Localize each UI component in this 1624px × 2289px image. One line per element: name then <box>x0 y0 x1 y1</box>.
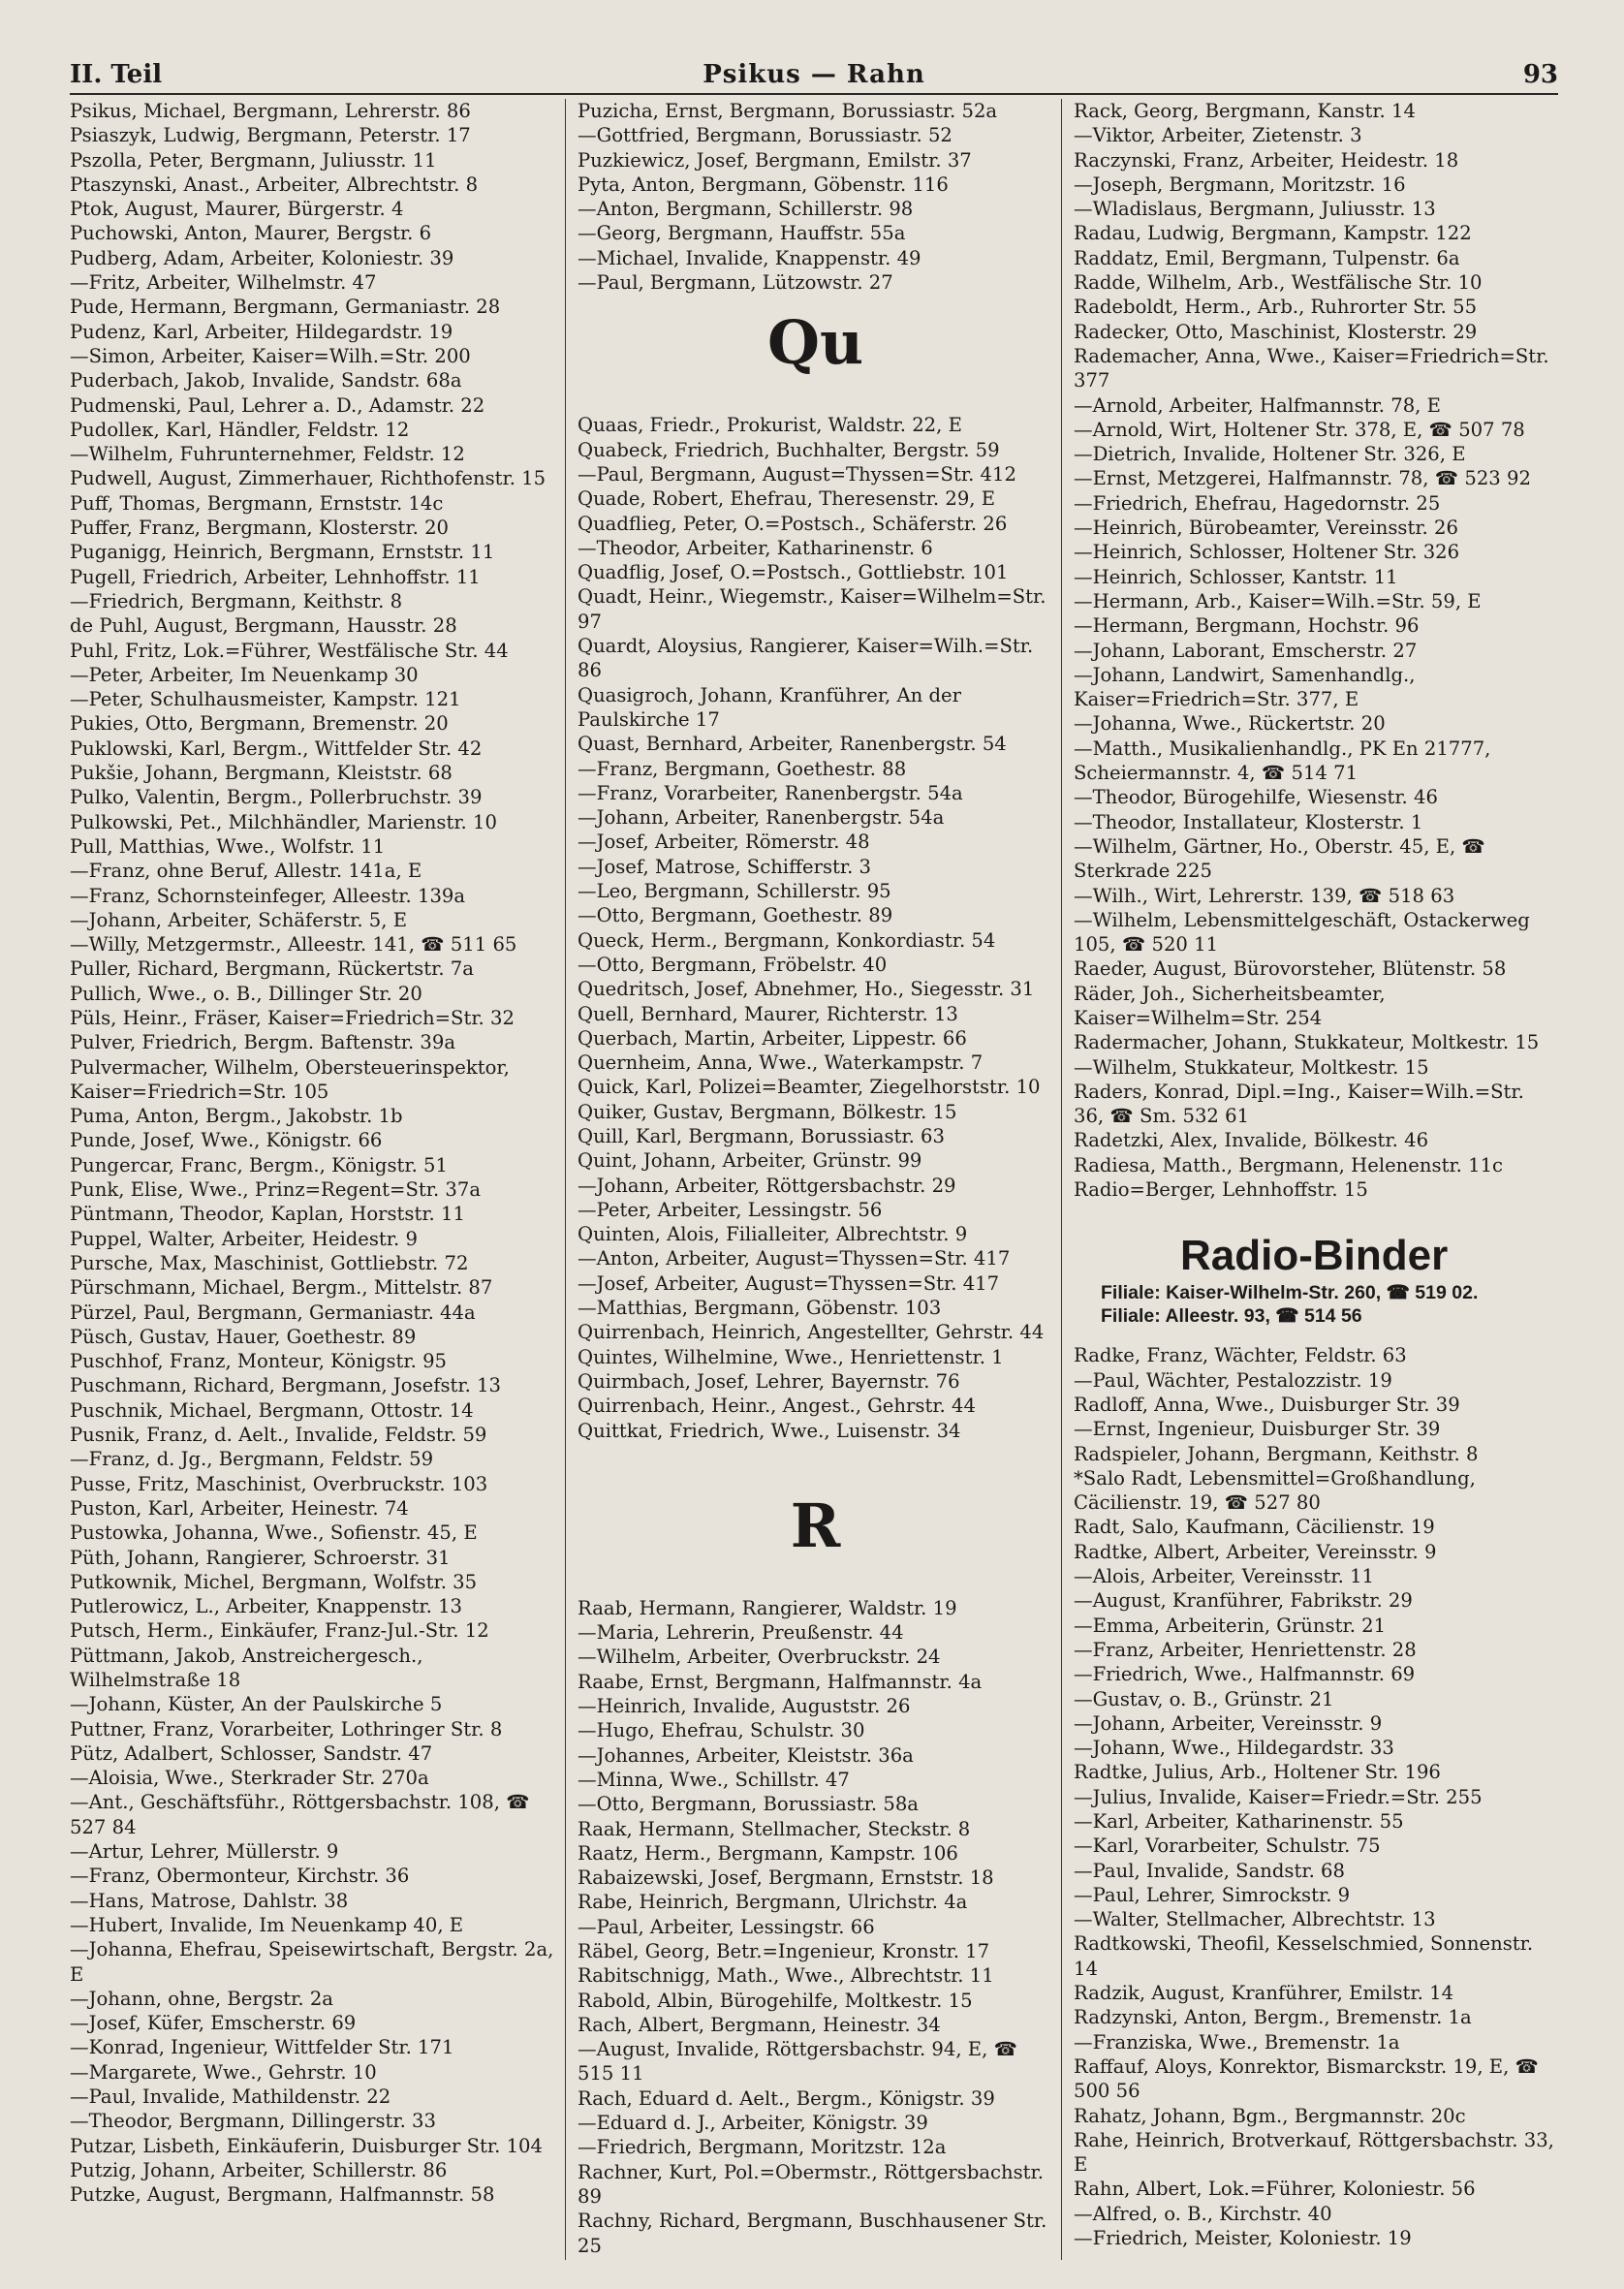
directory-entry: —Otto, Bergmann, Borussiastr. 58a <box>578 1793 919 1816</box>
directory-entry: Quirrenbach, Heinr., Angest., Gehrstr. 44 <box>578 1395 976 1418</box>
directory-entry: Pulko, Valentin, Bergm., Pollerbruchstr. 39 <box>70 786 483 809</box>
directory-entry: —Ernst, Metzgerei, Halfmannstr. 78, ☎ 523 92 <box>1074 467 1531 490</box>
directory-entry: —Minna, Wwe., Schillstr. 47 <box>578 1768 850 1791</box>
directory-entry: —Heinrich, Invalide, Auguststr. 26 <box>578 1695 911 1718</box>
directory-entry: Radermacher, Johann, Stukkateur, Moltkestr. 15 <box>1074 1031 1540 1054</box>
directory-entry: Pukšie, Johann, Bergmann, Kleiststr. 68 <box>70 762 453 785</box>
directory-entry: —Fritz, Arbeiter, Wilhelmstr. 47 <box>70 271 377 295</box>
directory-entry: —Johann, Landwirt, Samenhandlg., Kaiser=Friedrich=Str. 377, E <box>1074 663 1416 711</box>
directory-entry: Puller, Richard, Bergmann, Rückertstr. 7a <box>70 957 474 981</box>
directory-entry: Raak, Hermann, Stellmacher, Steckstr. 8 <box>578 1817 971 1840</box>
directory-entry: Pütz, Adalbert, Schlosser, Sandstr. 47 <box>70 1741 433 1765</box>
entry-list-qu <box>578 413 1053 1442</box>
directory-entry: Püls, Heinr., Fräser, Kaiser=Friedrich=Str. 32 <box>70 1006 515 1029</box>
directory-entry: Radeboldt, Herm., Arb., Ruhrorter Str. 55 <box>1074 296 1478 319</box>
section-label: II. Teil <box>70 60 163 89</box>
directory-entry: Radio=Berger, Lehnhoffstr. 15 <box>1074 1178 1368 1202</box>
directory-entry: —Franz, ohne Beruf, Allestr. 141a, E <box>70 860 422 883</box>
directory-entry: —Johannes, Arbeiter, Kleiststr. 36a <box>578 1743 914 1767</box>
directory-entry: Püth, Johann, Rangierer, Schroerstr. 31 <box>70 1546 451 1569</box>
directory-entry: —Theodor, Bürogehilfe, Wiesenstr. 46 <box>1074 786 1438 809</box>
directory-entry: —Wilhelm, Stukkateur, Moltkestr. 15 <box>1074 1055 1429 1079</box>
directory-entry: Quernheim, Anna, Wwe., Waterkampstr. 7 <box>578 1051 984 1075</box>
directory-entry: —Alfred, o. B., Kirchstr. 40 <box>1074 2202 1332 2225</box>
directory-entry: Rachny, Richard, Bergmann, Buschhausener Str. 25 <box>578 2210 1047 2257</box>
directory-entry: Radt, Salo, Kaufmann, Cäcilienstr. 19 <box>1074 1516 1435 1539</box>
directory-entry: —Margarete, Wwe., Gehrstr. 10 <box>70 2060 377 2084</box>
directory-entry: Punde, Josef, Wwe., Königstr. 66 <box>70 1129 383 1152</box>
directory-entry: Quasigroch, Johann, Kranführer, An der Paulskirche 17 <box>578 683 962 731</box>
directory-entry: Pszolla, Peter, Bergmann, Juliusstr. 11 <box>70 148 437 172</box>
directory-entry: Pull, Matthias, Wwe., Wolfstr. 11 <box>70 834 386 858</box>
directory-entry: Raab, Hermann, Rangierer, Waldstr. 19 <box>578 1596 957 1619</box>
directory-entry: Puffer, Franz, Bergmann, Klosterstr. 20 <box>70 517 450 540</box>
directory-entry: Rabitschnigg, Math., Wwe., Albrechtstr. 11 <box>578 1964 994 1988</box>
directory-entry: Radde, Wilhelm, Arb., Westfälische Str. 10 <box>1074 271 1483 295</box>
directory-entry: Radloff, Anna, Wwe., Duisburger Str. 39 <box>1074 1393 1460 1416</box>
directory-entry: Raczynski, Franz, Arbeiter, Heidestr. 18 <box>1074 148 1459 172</box>
directory-entry: Radau, Ludwig, Bergmann, Kampstr. 122 <box>1074 222 1472 245</box>
directory-entry: —Alois, Arbeiter, Vereinsstr. 11 <box>1074 1565 1375 1588</box>
directory-entry: Puttner, Franz, Vorarbeiter, Lothringer Str. 8 <box>70 1717 503 1740</box>
entry-list-puz-pyta <box>578 99 1053 295</box>
directory-entry: —Dietrich, Invalide, Holtener Str. 326, E <box>1074 443 1466 466</box>
directory-entry: Radecker, Otto, Maschinist, Klosterstr. 29 <box>1074 320 1478 343</box>
directory-entry: —Konrad, Ingenieur, Wittfelder Str. 171 <box>70 2036 454 2059</box>
directory-entry: Pulkowski, Pet., Milchhändler, Marienstr. 10 <box>70 810 497 833</box>
directory-entry: —Hans, Matrose, Dahlstr. 38 <box>70 1889 349 1912</box>
directory-entry: Quick, Karl, Polizei=Beamter, Ziegelhorststr. 10 <box>578 1076 1041 1099</box>
directory-entry: Puchowski, Anton, Maurer, Bergstr. 6 <box>70 222 432 245</box>
directory-entry: —Paul, Bergmann, Lützowstr. 27 <box>578 271 893 295</box>
directory-entry: Quiker, Gustav, Bergmann, Bölkestr. 15 <box>578 1100 957 1123</box>
directory-entry: —Paul, Invalide, Sandstr. 68 <box>1074 1859 1345 1882</box>
directory-entry: —Wladislaus, Bergmann, Juliusstr. 13 <box>1074 198 1436 221</box>
directory-entry: —Johann, Arbeiter, Vereinsstr. 9 <box>1074 1711 1383 1735</box>
directory-entry: Puderbach, Jakob, Invalide, Sandstr. 68a <box>70 369 462 392</box>
directory-entry: —Franz, Schornsteinfeger, Alleestr. 139a <box>70 884 466 907</box>
directory-entry: Quardt, Aloysius, Rangierer, Kaiser=Wilh.=Str. 86 <box>578 635 1034 682</box>
directory-entry: Pudberg, Adam, Arbeiter, Koloniestr. 39 <box>70 246 454 269</box>
directory-entry: Putzig, Johann, Arbeiter, Schillerstr. 86 <box>70 2158 448 2181</box>
directory-entry: Pullich, Wwe., o. B., Dillinger Str. 20 <box>70 982 422 1005</box>
ad-branch-2: Filiale: Alleestr. 93, ☎ 514 56 <box>1101 1305 1362 1328</box>
directory-entry: Queck, Herm., Bergmann, Konkordiastr. 54 <box>578 928 996 952</box>
directory-entry: —Otto, Bergmann, Fröbelstr. 40 <box>578 953 888 976</box>
directory-entry: Pudolleк, Karl, Händler, Feldstr. 12 <box>70 418 410 441</box>
directory-entry: Quirrenbach, Heinrich, Angestellter, Gehrstr. 44 <box>578 1321 1045 1344</box>
directory-entry: —August, Invalide, Röttgersbachstr. 94, E, ☎ 515 11 <box>578 2038 1017 2085</box>
directory-entry: —Johann, Arbeiter, Röttgersbachstr. 29 <box>578 1174 956 1197</box>
directory-entry: —Hubert, Invalide, Im Neuenkamp 40, E <box>70 1913 464 1936</box>
directory-entry: —Anton, Arbeiter, August=Thyssen=Str. 417 <box>578 1247 1011 1270</box>
directory-entry: —Gottfried, Bergmann, Borussiastr. 52 <box>578 124 953 147</box>
directory-entry: Quadflieg, Peter, O.=Postsch., Schäferstr. 26 <box>578 512 1008 535</box>
directory-entry: —Ant., Geschäftsführ., Röttgersbachstr. 108, ☎ 527 84 <box>70 1791 530 1838</box>
directory-entry: Pusse, Fritz, Maschinist, Overbruckstr. 103 <box>70 1472 488 1495</box>
directory-entry: —Franz, Bergmann, Goethestr. 88 <box>578 757 907 780</box>
page-number: 93 <box>1522 60 1558 89</box>
directory-entry: Pursche, Max, Maschinist, Gottliebstr. 72 <box>70 1251 469 1274</box>
directory-entry: Pusnik, Franz, d. Aelt., Invalide, Feldstr. 59 <box>70 1424 487 1447</box>
directory-entry: Rabaizewski, Josef, Bergmann, Ernststr. 18 <box>578 1866 994 1890</box>
directory-entry: —Johanna, Wwe., Rückertstr. 20 <box>1074 712 1386 736</box>
directory-entry: Puschhof, Franz, Monteur, Königstr. 95 <box>70 1350 448 1373</box>
directory-entry: Puklowski, Karl, Bergm., Wittfelder Str. 42 <box>70 737 483 760</box>
directory-entry: Puzicha, Ernst, Bergmann, Borussiastr. 52a <box>578 100 998 122</box>
directory-entry: Quadt, Heinr., Wiegemstr., Kaiser=Wilhelm=Str. 97 <box>578 585 1046 633</box>
directory-entry: Quast, Bernhard, Arbeiter, Ranenbergstr. 54 <box>578 733 1007 756</box>
directory-entry: Punk, Elise, Wwe., Prinz=Regent=Str. 37a <box>70 1178 482 1202</box>
directory-entry: Quittkat, Friedrich, Wwe., Luisenstr. 34 <box>578 1419 961 1442</box>
directory-entry: Rahn, Albert, Lok.=Führer, Koloniestr. 56 <box>1074 2178 1476 2201</box>
directory-entry: Puston, Karl, Arbeiter, Heinestr. 74 <box>70 1496 409 1520</box>
directory-entry: Quadflig, Josef, O.=Postsch., Gottliebstr. 101 <box>578 561 1009 584</box>
directory-entry: Radke, Franz, Wächter, Feldstr. 63 <box>1074 1344 1407 1367</box>
directory-entry: Radspieler, Johann, Bergmann, Keithstr. 8 <box>1074 1442 1479 1465</box>
directory-entry: —Johann, Wwe., Hildegardstr. 33 <box>1074 1737 1394 1760</box>
letter-heading-qu: Qu <box>766 307 864 379</box>
directory-entry: Radtke, Albert, Arbeiter, Vereinsstr. 9 <box>1074 1540 1437 1563</box>
directory-entry: Puzkiewicz, Josef, Bergmann, Emilstr. 37 <box>578 148 972 172</box>
directory-entry: Pudenz, Karl, Arbeiter, Hildegardstr. 19 <box>70 320 453 343</box>
directory-entry: Quirmbach, Josef, Lehrer, Bayernstr. 76 <box>578 1369 960 1393</box>
directory-entry: —Matth., Musikalienhandlg., PK En 21777, Scheiermannstr. 4, ☎ 514 71 <box>1074 737 1491 785</box>
column-3 <box>1062 99 1558 2260</box>
directory-entry: —Emma, Arbeiterin, Grünstr. 21 <box>1074 1614 1387 1637</box>
directory-entry: Rach, Albert, Bergmann, Heinestr. 34 <box>578 2013 941 2036</box>
directory-entry: Raddatz, Emil, Bergmann, Tulpenstr. 6a <box>1074 246 1460 269</box>
directory-entry: Püntmann, Theodor, Kaplan, Horststr. 11 <box>70 1203 465 1226</box>
directory-entry: Raabe, Ernst, Bergmann, Halfmannstr. 4a <box>578 1670 983 1693</box>
directory-entry: Quinten, Alois, Filialleiter, Albrechtstr. 9 <box>578 1223 968 1246</box>
directory-entry: Quabeck, Friedrich, Buchhalter, Bergstr. 59 <box>578 438 1000 461</box>
directory-entry: Ptok, August, Maurer, Bürgerstr. 4 <box>70 198 404 221</box>
directory-entry: —Friedrich, Bergmann, Moritzstr. 12a <box>578 2136 947 2159</box>
directory-entry: Quint, Johann, Arbeiter, Grünstr. 99 <box>578 1149 922 1173</box>
directory-entry: —Joseph, Bergmann, Moritzstr. 16 <box>1074 172 1406 196</box>
directory-entry: —Hermann, Bergmann, Hochstr. 96 <box>1074 614 1420 638</box>
directory-entry: —Viktor, Arbeiter, Zietenstr. 3 <box>1074 124 1362 147</box>
directory-entry: Rademacher, Anna, Wwe., Kaiser=Friedrich=Str. 377 <box>1074 344 1549 392</box>
directory-entry: Pulver, Friedrich, Bergm. Baftenstr. 39a <box>70 1031 456 1054</box>
directory-entry: Raatz, Herm., Bergmann, Kampstr. 106 <box>578 1841 958 1865</box>
directory-entry: —Hugo, Ehefrau, Schulstr. 30 <box>578 1719 865 1742</box>
directory-entry: —Anton, Bergmann, Schillerstr. 98 <box>578 198 914 221</box>
directory-entry: Putzar, Lisbeth, Einkäuferin, Duisburger Str. 104 <box>70 2134 543 2157</box>
advertisement-radio-binder <box>1074 1231 1558 1328</box>
directory-entry: —Peter, Arbeiter, Lessingstr. 56 <box>578 1198 883 1221</box>
directory-entry: —Johann, Küster, An der Paulskirche 5 <box>70 1693 443 1716</box>
directory-entry: Pude, Hermann, Bergmann, Germaniastr. 28 <box>70 296 501 319</box>
directory-entry: Raffauf, Aloys, Konrektor, Bismarckstr. 19, E, ☎ 500 56 <box>1074 2054 1539 2103</box>
directory-entry: Raeder, August, Bürovorsteher, Blütenstr. 58 <box>1074 957 1507 981</box>
directory-entry: Räder, Joh., Sicherheitsbeamter, Kaiser=Wilhelm=Str. 254 <box>1074 982 1386 1029</box>
directory-entry: Pürschmann, Michael, Bergm., Mittelstr. 87 <box>70 1276 493 1300</box>
directory-entry: —Heinrich, Schlosser, Kantstr. 11 <box>1074 565 1398 588</box>
directory-entry: Radzik, August, Kranführer, Emilstr. 14 <box>1074 1982 1454 2005</box>
directory-entry: —Josef, Matrose, Schifferstr. 3 <box>578 855 872 878</box>
directory-entry: Puschnik, Michael, Bergmann, Ottostr. 14 <box>70 1398 474 1422</box>
directory-entry: —Simon, Arbeiter, Kaiser=Wilh.=Str. 200 <box>70 344 471 367</box>
directory-entry: —Franz, Vorarbeiter, Ranenbergstr. 54a <box>578 781 963 804</box>
directory-entry: Pungercar, Franc, Bergm., Königstr. 51 <box>70 1153 448 1176</box>
directory-entry: —Johann, Laborant, Emscherstr. 27 <box>1074 639 1418 662</box>
directory-entry: Pulvermacher, Wilhelm, Obersteuerinspektor, Kaiser=Friedrich=Str. 105 <box>70 1055 510 1103</box>
directory-entry: Puma, Anton, Bergm., Jakobstr. 1b <box>70 1105 403 1128</box>
directory-entry: —Friedrich, Bergmann, Keithstr. 8 <box>70 589 403 612</box>
directory-entry: —Friedrich, Meister, Koloniestr. 19 <box>1074 2227 1412 2250</box>
directory-entry: —Hermann, Arb., Kaiser=Wilh.=Str. 59, E <box>1074 589 1482 612</box>
directory-entry: Radtke, Julius, Arb., Holtener Str. 196 <box>1074 1761 1441 1784</box>
directory-entry: Quill, Karl, Bergmann, Borussiastr. 63 <box>578 1124 945 1147</box>
directory-entry: —Heinrich, Schlosser, Holtener Str. 326 <box>1074 541 1460 564</box>
ad-branch-1: Filiale: Kaiser-Wilhelm-Str. 260, ☎ 519 02. <box>1101 1282 1479 1304</box>
directory-entry: Radtkowski, Theofil, Kesselschmied, Sonnenstr. 14 <box>1074 1932 1534 1980</box>
directory-entry: Puganigg, Heinrich, Bergmann, Ernststr. 11 <box>70 541 495 564</box>
columns <box>70 99 1558 2260</box>
directory-entry: Quell, Bernhard, Maurer, Richterstr. 13 <box>578 1002 958 1025</box>
directory-entry: Pugell, Friedrich, Arbeiter, Lehnhoffstr. 11 <box>70 565 481 588</box>
directory-entry: Räbel, Georg, Betr.=Ingenieur, Kronstr. 17 <box>578 1940 990 1962</box>
directory-entry: —Johanna, Ehefrau, Speisewirtschaft, Bergstr. 2a, E <box>70 1938 554 1986</box>
directory-entry: —Friedrich, Ehefrau, Hagedornstr. 25 <box>1074 491 1441 515</box>
directory-entry: —Theodor, Arbeiter, Katharinenstr. 6 <box>578 536 933 559</box>
directory-entry: —Julius, Invalide, Kaiser=Friedr.=Str. 255 <box>1074 1785 1483 1808</box>
directory-entry: Psiaszyk, Ludwig, Bergmann, Peterstr. 17 <box>70 124 471 147</box>
directory-entry: —Peter, Schulhausmeister, Kampstr. 121 <box>70 688 461 711</box>
directory-entry: —Wilhelm, Arbeiter, Overbruckstr. 24 <box>578 1646 941 1669</box>
directory-entry: Querbach, Martin, Arbeiter, Lippestr. 66 <box>578 1026 967 1050</box>
directory-entry: Putkownik, Michel, Bergmann, Wolfstr. 35 <box>70 1570 478 1593</box>
directory-entry: —Wilh., Wirt, Lehrerstr. 139, ☎ 518 63 <box>1074 884 1455 907</box>
directory-entry: Pyta, Anton, Bergmann, Göbenstr. 116 <box>578 172 949 196</box>
directory-entry: Psikus, Michael, Bergmann, Lehrerstr. 86 <box>70 100 471 122</box>
entry-list-rack-radio <box>1074 99 1558 1202</box>
directory-entry: —Aloisia, Wwe., Sterkrader Str. 270a <box>70 1767 429 1790</box>
directory-entry: —Johann, ohne, Bergstr. 2a <box>70 1987 333 2010</box>
directory-entry: —Johann, Arbeiter, Schäferstr. 5, E <box>70 908 408 931</box>
directory-entry: —Karl, Vorarbeiter, Schulstr. 75 <box>1074 1834 1381 1858</box>
directory-entry: —Michael, Invalide, Knappenstr. 49 <box>578 246 921 269</box>
directory-entry: —Willy, Metzgermstr., Alleestr. 141, ☎ 511 65 <box>70 933 517 956</box>
directory-entry: —Franz, Arbeiter, Henriettenstr. 28 <box>1074 1638 1417 1661</box>
directory-entry: —Paul, Invalide, Mathildenstr. 22 <box>70 2085 391 2109</box>
directory-entry: Ptaszynski, Anast., Arbeiter, Albrechtstr. 8 <box>70 172 479 196</box>
letter-heading-r: R <box>790 1489 841 1561</box>
entry-list-ra <box>578 1596 1053 2258</box>
directory-entry: —Maria, Lehrerin, Preußenstr. 44 <box>578 1621 904 1645</box>
directory-entry: Radiesa, Matth., Bergmann, Helenenstr. 11c <box>1074 1153 1504 1176</box>
directory-entry: Rabe, Heinrich, Bergmann, Ulrichstr. 4a <box>578 1891 968 1914</box>
column-1 <box>70 99 566 2260</box>
directory-entry: —August, Kranführer, Fabrikstr. 29 <box>1074 1589 1413 1613</box>
directory-entry: —Theodor, Bergmann, Dillingerstr. 33 <box>70 2110 436 2133</box>
directory-entry: Rack, Georg, Bergmann, Kanstr. 14 <box>1074 100 1416 122</box>
directory-entry: —Leo, Bergmann, Schillerstr. 95 <box>578 880 891 903</box>
directory-entry: —Heinrich, Bürobeamter, Vereinsstr. 26 <box>1074 517 1458 540</box>
directory-entry: Radetzki, Alex, Invalide, Bölkestr. 46 <box>1074 1129 1429 1152</box>
directory-entry: —Paul, Bergmann, August=Thyssen=Str. 412 <box>578 462 1016 486</box>
directory-entry: —Karl, Arbeiter, Katharinenstr. 55 <box>1074 1810 1404 1833</box>
directory-entry: —Theodor, Installateur, Klosterstr. 1 <box>1074 810 1423 833</box>
directory-entry: Quedritsch, Josef, Abnehmer, Ho., Siegesstr. 31 <box>578 978 1035 1001</box>
directory-entry: Puschmann, Richard, Bergmann, Josefstr. 13 <box>70 1374 502 1397</box>
directory-entry: Quaas, Friedr., Prokurist, Waldstr. 22, E <box>578 414 962 437</box>
directory-entry: —Paul, Wächter, Pestalozzistr. 19 <box>1074 1368 1392 1392</box>
directory-entry: —Otto, Bergmann, Goethestr. 89 <box>578 904 893 927</box>
directory-entry: Rahe, Heinrich, Brotverkauf, Röttgersbachstr. 33, E <box>1074 2128 1554 2177</box>
directory-entry: —Josef, Arbeiter, August=Thyssen=Str. 417 <box>578 1271 1000 1295</box>
ad-title: Radio-Binder <box>1180 1232 1449 1280</box>
directory-entry: de Puhl, August, Bergmann, Hausstr. 28 <box>70 614 457 638</box>
directory-entry: —Franziska, Wwe., Bremenstr. 1a <box>1074 2030 1400 2054</box>
directory-entry: Putzke, August, Bergmann, Halfmannstr. 58 <box>70 2183 495 2207</box>
directory-entry: Quade, Robert, Ehefrau, Theresenstr. 29, E <box>578 487 996 511</box>
directory-entry: —Walter, Stellmacher, Albrechtstr. 13 <box>1074 1908 1436 1931</box>
directory-entry: —Arnold, Wirt, Holtener Str. 378, E, ☎ 507 78 <box>1074 418 1525 441</box>
directory-entry: —Paul, Lehrer, Simrockstr. 9 <box>1074 1883 1351 1906</box>
directory-entry: *Salo Radt, Lebensmittel=Großhandlung, Cäcilienstr. 19, ☎ 527 80 <box>1074 1466 1476 1515</box>
directory-entry: —Matthias, Bergmann, Göbenstr. 103 <box>578 1297 942 1320</box>
directory-entry: Püttmann, Jakob, Anstreichergesch., Wilhelmstraße 18 <box>70 1644 423 1691</box>
directory-entry: Pudmenski, Paul, Lehrer a. D., Adamstr. 22 <box>70 393 485 417</box>
directory-entry: —Gustav, o. B., Grünstr. 21 <box>1074 1687 1334 1710</box>
directory-entry: Raders, Konrad, Dipl.=Ing., Kaiser=Wilh.=Str. 36, ☎ Sm. 532 61 <box>1074 1080 1524 1128</box>
running-head: Psikus — Rahn <box>703 60 925 89</box>
entry-list-radke-rahn <box>1074 1343 1558 2250</box>
page-header <box>70 54 1558 95</box>
directory-entry: Rabold, Albin, Bürogehilfe, Moltkestr. 15 <box>578 1989 973 2012</box>
directory-entry: Pustowka, Johanna, Wwe., Sofienstr. 45, E <box>70 1521 478 1545</box>
directory-entry: —Franz, d. Jg., Bergmann, Feldstr. 59 <box>70 1448 434 1471</box>
directory-entry: —Georg, Bergmann, Hauffstr. 55a <box>578 222 906 245</box>
directory-entry: —Josef, Küfer, Emscherstr. 69 <box>70 2012 357 2035</box>
directory-entry: —Johann, Arbeiter, Ranenbergstr. 54a <box>578 806 945 830</box>
directory-entry: —Franz, Obermonteur, Kirchstr. 36 <box>70 1865 410 1888</box>
directory-entry: Rahatz, Johann, Bgm., Bergmannstr. 20c <box>1074 2104 1466 2127</box>
directory-entry: Puppel, Walter, Arbeiter, Heidestr. 9 <box>70 1227 418 1250</box>
directory-entry: —Eduard d. J., Arbeiter, Königstr. 39 <box>578 2112 928 2135</box>
directory-entry: —Wilhelm, Gärtner, Ho., Oberstr. 45, E, ☎ Sterkrade 225 <box>1074 834 1485 883</box>
directory-entry: Pürzel, Paul, Bergmann, Germaniastr. 44a <box>70 1301 476 1324</box>
directory-entry: —Ernst, Ingenieur, Duisburger Str. 39 <box>1074 1418 1441 1441</box>
directory-entry: —Artur, Lehrer, Müllerstr. 9 <box>70 1840 339 1864</box>
directory-entry: Rachner, Kurt, Pol.=Obermstr., Röttgersbachstr. 89 <box>578 2160 1045 2208</box>
directory-entry: Radzynski, Anton, Bergm., Bremenstr. 1a <box>1074 2006 1472 2029</box>
directory-entry: Quintes, Wilhelmine, Wwe., Henriettenstr. 1 <box>578 1345 1004 1368</box>
directory-entry: Puff, Thomas, Bergmann, Ernststr. 14c <box>70 491 444 515</box>
directory-entry: —Peter, Arbeiter, Im Neuenkamp 30 <box>70 663 419 686</box>
directory-entry: Pukies, Otto, Bergmann, Bremenstr. 20 <box>70 712 449 736</box>
directory-entry: —Wilhelm, Fuhrunternehmer, Feldstr. 12 <box>70 443 465 466</box>
directory-entry: Puhl, Fritz, Lok.=Führer, Westfälische Str. 44 <box>70 639 509 662</box>
directory-entry: —Paul, Arbeiter, Lessingstr. 66 <box>578 1915 875 1938</box>
directory-entry: —Arnold, Arbeiter, Halfmannstr. 78, E <box>1074 393 1441 417</box>
directory-entry: —Friedrich, Wwe., Halfmannstr. 69 <box>1074 1663 1416 1686</box>
column-2 <box>566 99 1062 2260</box>
entry-list-psi-puz <box>70 99 557 2208</box>
directory-entry: Putsch, Herm., Einkäufer, Franz-Jul.-Str. 12 <box>70 1619 489 1643</box>
directory-entry: Rach, Eduard d. Aelt., Bergm., Königstr. 39 <box>578 2086 995 2110</box>
directory-entry: Püsch, Gustav, Hauer, Goethestr. 89 <box>70 1325 417 1348</box>
directory-entry: —Wilhelm, Lebensmittelgeschäft, Ostackerweg 105, ☎ 520 11 <box>1074 908 1530 956</box>
directory-entry: Putlerowicz, L., Arbeiter, Knappenstr. 13 <box>70 1595 463 1618</box>
directory-entry: —Josef, Arbeiter, Römerstr. 48 <box>578 831 870 854</box>
directory-entry: Pudwell, August, Zimmerhauer, Richthofenstr. 15 <box>70 467 547 490</box>
